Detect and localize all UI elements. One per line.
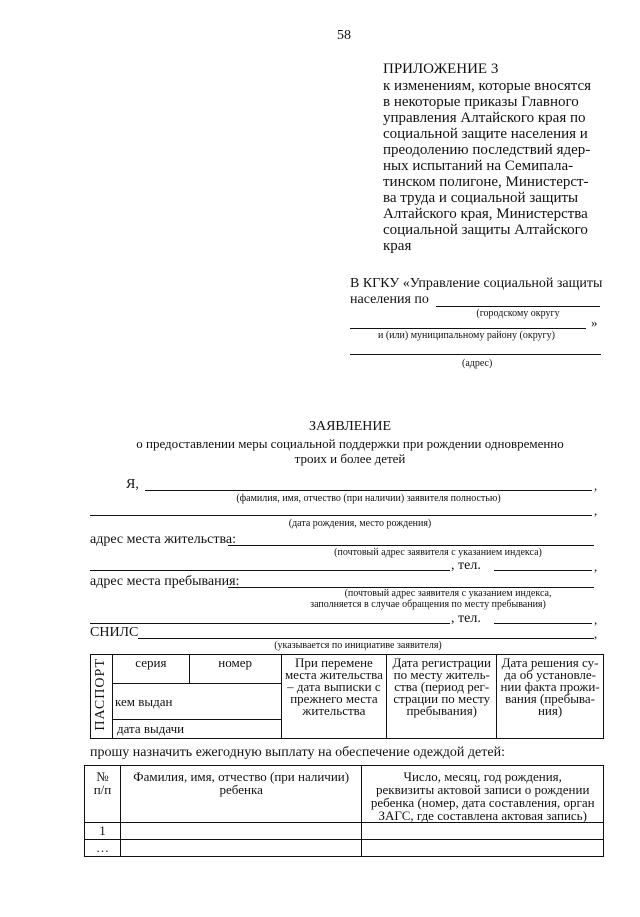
move-date-cell[interactable] (281, 655, 387, 739)
registration-date-header: Дата регистрации (392, 655, 491, 670)
tel-field[interactable] (494, 623, 592, 624)
issued-by-cell[interactable] (112, 684, 281, 720)
district-blank[interactable] (350, 328, 586, 329)
child-birth-cell[interactable] (362, 823, 604, 840)
i-label: Я, (126, 477, 139, 492)
move-date-header: места жительства (284, 667, 383, 682)
addressee-line-1: В КГКУ «Управление социальной защиты (350, 276, 603, 291)
col-num-label: № (96, 769, 109, 784)
col-fio-label: ребенка (219, 782, 263, 797)
registration-date-header: ства (период рег- (394, 679, 490, 694)
hint-postal-stay-2: заполняется в случае обращения по месту пребывания) (310, 599, 546, 610)
appendix-line: в некоторые приказы Главного (383, 94, 579, 110)
stay-field-2[interactable] (90, 623, 450, 624)
child-birth-cell[interactable] (362, 840, 604, 857)
hint-fio: (фамилия, имя, отчество (при наличии) заявителя полностью) (236, 493, 501, 504)
child-fio-cell[interactable] (120, 840, 362, 857)
residence-label: адрес места жительства: (90, 532, 236, 547)
hint-snils: (указывается по инициативе заявителя) (274, 640, 442, 651)
row-number: … (85, 840, 121, 857)
request-text: прошу назначить ежегодную выплату на обеспечение одеждой детей: (90, 745, 505, 760)
col-birth-label: ЗАГС, где составлена актовая запись) (378, 808, 587, 823)
col-birth-label: Число, месяц, год рождения, (403, 769, 562, 784)
city-district-blank[interactable] (436, 306, 600, 307)
move-date-header: – дата выписки с (287, 679, 381, 694)
court-decision-cell[interactable] (497, 655, 604, 739)
appendix-line: ных испытаний на Семипала- (383, 158, 574, 174)
col-num-header (85, 766, 121, 823)
move-date-header: жительства (302, 703, 366, 718)
col-birth-header (362, 766, 604, 823)
court-decision-header: да об установле- (504, 667, 597, 682)
col-fio-label: Фамилия, имя, отчество (при наличии) (133, 769, 350, 784)
passport-side-label: ПАСПОРТ (93, 657, 109, 731)
appendix-line: края (383, 238, 412, 254)
comma: , (594, 626, 598, 641)
registration-date-header: пребывания) (406, 703, 478, 718)
stay-label: адрес места пребывания: (90, 574, 240, 589)
tel-field[interactable] (494, 570, 592, 571)
residence-field-2[interactable] (90, 570, 450, 571)
row-number: 1 (85, 823, 121, 840)
statement-title: ЗАЯВЛЕНИЕ (308, 419, 392, 434)
appendix-line: управления Алтайского края по (383, 110, 586, 126)
address-blank[interactable] (350, 354, 601, 355)
passport-table (90, 654, 604, 739)
hint-birth: (дата рождения, место рождения) (288, 518, 432, 529)
hint-address: (адрес) (462, 358, 493, 369)
series-label: серия (135, 655, 167, 670)
statement-subtitle-1: о предоставлении меры социальной поддержки при рождении одновременно (136, 436, 564, 451)
appendix-line: ва труда и социальной защиты (383, 190, 579, 206)
comma: , (594, 559, 598, 574)
appendix-title: ПРИЛОЖЕНИЕ 3 (383, 61, 499, 77)
passport-side-cell (91, 655, 113, 739)
table-row (85, 840, 604, 857)
appendix-line: социальной защиты Алтайского (383, 222, 588, 238)
child-fio-cell[interactable] (120, 823, 362, 840)
children-table (84, 765, 604, 857)
issue-date-label: дата выдачи (116, 721, 185, 736)
hint-postal-stay-1: (почтовый адрес заявителя с указанием индекса, (344, 588, 552, 599)
appendix-line: к изменениям, которые вносятся (383, 78, 592, 94)
court-decision-header: ния) (537, 703, 563, 718)
hint-postal: (почтовый адрес заявителя с указанием индекса) (334, 547, 542, 558)
tel-label: , тел. (451, 611, 481, 626)
appendix-line: социальной защите населения и (383, 126, 588, 142)
snils-label: СНИЛС (90, 625, 139, 640)
residence-field[interactable] (228, 545, 594, 546)
issue-date-cell[interactable] (112, 720, 281, 739)
move-date-header: При перемене (295, 655, 373, 670)
registration-date-header: по месту житель- (393, 667, 490, 682)
col-num-label: п/п (93, 782, 112, 797)
statement-subtitle-2: троих и более детей (294, 451, 406, 466)
court-decision-header: Дата решения су- (501, 655, 599, 670)
court-decision-header: нии факта прожи- (500, 679, 600, 694)
tel-label: , тел. (451, 558, 481, 573)
registration-date-cell[interactable] (387, 655, 497, 739)
comma: , (594, 478, 598, 493)
col-birth-label: реквизиты актовой записи о рождении (376, 782, 590, 797)
birth-field[interactable] (90, 515, 592, 516)
addressee-line-2: населения по (350, 292, 429, 307)
comma: , (594, 612, 598, 627)
appendix-line: преодолению последствий ядер- (383, 142, 591, 158)
col-birth-label: ребенка (номер, дата составления, орган (370, 795, 595, 810)
snils-field[interactable] (138, 638, 594, 639)
move-date-header: прежнего места (290, 691, 378, 706)
table-row (85, 823, 604, 840)
appendix-text (383, 78, 613, 254)
appendix-line: Алтайского края, Министерства (383, 206, 588, 222)
registration-date-header: страции по месту (393, 691, 491, 706)
fio-field[interactable] (145, 490, 592, 491)
col-fio-header (120, 766, 362, 823)
appendix-line: тинском полигоне, Министерст- (383, 174, 589, 190)
page-number: 58 (337, 28, 351, 43)
court-decision-header: вания (пребыва- (505, 691, 595, 706)
issued-by-label: кем выдан (114, 693, 173, 709)
closing-quote: » (591, 315, 598, 330)
number-label: номер (218, 655, 252, 670)
comma: , (594, 503, 598, 518)
hint-city: (городскому округу (476, 308, 560, 319)
number-cell[interactable] (189, 655, 281, 684)
series-cell[interactable] (112, 655, 189, 684)
hint-district: и (или) муниципальному району (округу) (378, 330, 555, 341)
